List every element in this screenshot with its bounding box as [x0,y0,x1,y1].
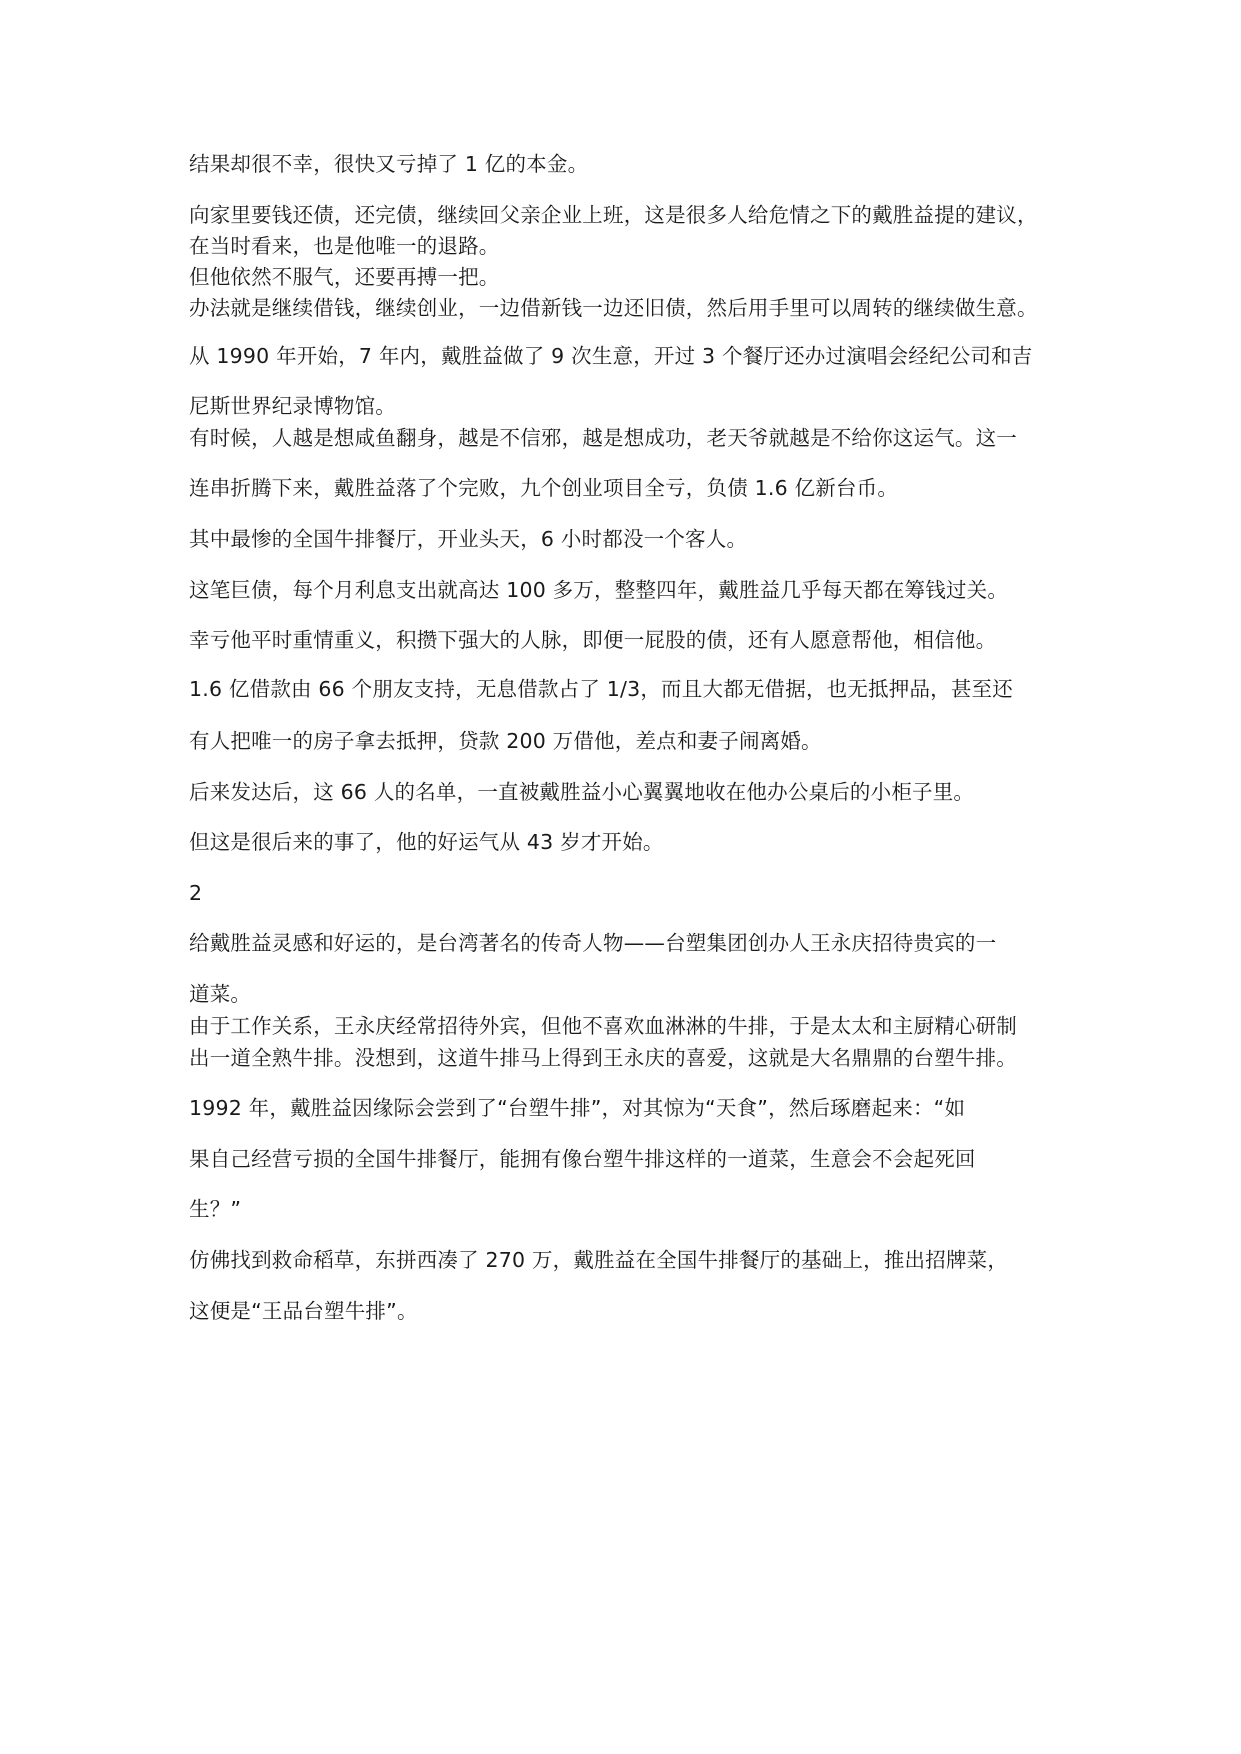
text-line: 其中最惨的全国牛排餐厅，开业头天，6 小时都没一个客人。 [189,527,748,551]
text-line: 给戴胜益灵感和好运的，是台湾著名的传奇人物——台塑集团创办人王永庆招待贵宾的一 [189,931,997,955]
text-line: 但他依然不服气，还要再搏一把。 [189,265,500,289]
text-line: 仿佛找到救命稻草，东拼西凑了 270 万，戴胜益在全国牛排餐厅的基础上，推出招牌菜， [189,1248,1009,1272]
text-line: 1.6 亿借款由 66 个朋友支持，无息借款占了 1/3，而且大都无借据，也无抵押品，甚至还 [189,677,1013,701]
text-line: 1992 年，戴胜益因缘际会尝到了“台塑牛排”，对其惊为“天食”，然后琢磨起来：“如 [189,1096,966,1120]
text-line: 由于工作关系，王永庆经常招待外宾，但他不喜欢血淋淋的牛排，于是太太和主厨精心研制 [189,1014,1017,1038]
text-line: 生？” [189,1197,242,1221]
text-line: 向家里要钱还债，还完债，继续回父亲企业上班，这是很多人给危情之下的戴胜益提的建议， [189,203,1038,227]
text-line: 有人把唯一的房子拿去抵押，贷款 200 万借他，差点和妻子闹离婚。 [189,729,822,753]
text-line: 从 1990 年开始，7 年内，戴胜益做了 9 次生意，开过 3 个餐厅还办过演唱会经纪公司和吉 [189,344,1033,368]
text-line: 结果却很不幸，很快又亏掉了 1 亿的本金。 [189,152,589,176]
text-line: 幸亏他平时重情重义，积攒下强大的人脉，即便一屁股的债，还有人愿意帮他，相信他。 [189,628,997,652]
text-line: 道菜。 [189,982,252,1006]
text-line: 后来发达后，这 66 人的名单，一直被戴胜益小心翼翼地收在他办公桌后的小柜子里。 [189,780,975,804]
text-line: 在当时看来，也是他唯一的退路。 [189,234,500,258]
text-line: 有时候，人越是想咸鱼翻身，越是不信邪，越是想成功，老天爷就越是不给你这运气。这一 [189,426,1017,450]
text-line: 这笔巨债，每个月利息支出就高达 100 多万，整整四年，戴胜益几乎每天都在筹钱过关。 [189,578,1009,602]
text-line: 连串折腾下来，戴胜益落了个完败，九个创业项目全亏，负债 1.6 亿新台币。 [189,476,899,500]
text-line: 但这是很后来的事了，他的好运气从 43 岁才开始。 [189,830,664,854]
text-line: 办法就是继续借钱，继续创业，一边借新钱一边还旧债，然后用手里可以周转的继续做生意。 [189,296,1038,320]
text-line: 这便是“王品台塑牛排”。 [189,1299,418,1323]
text-line: 出一道全熟牛排。没想到，这道牛排马上得到王永庆的喜爱，这就是大名鼎鼎的台塑牛排。 [189,1046,1017,1070]
text-line: 尼斯世界纪录博物馆。 [189,394,396,418]
text-line: 果自己经营亏损的全国牛排餐厅，能拥有像台塑牛排这样的一道菜，生意会不会起死回 [189,1147,976,1171]
section-number: 2 [189,881,203,905]
